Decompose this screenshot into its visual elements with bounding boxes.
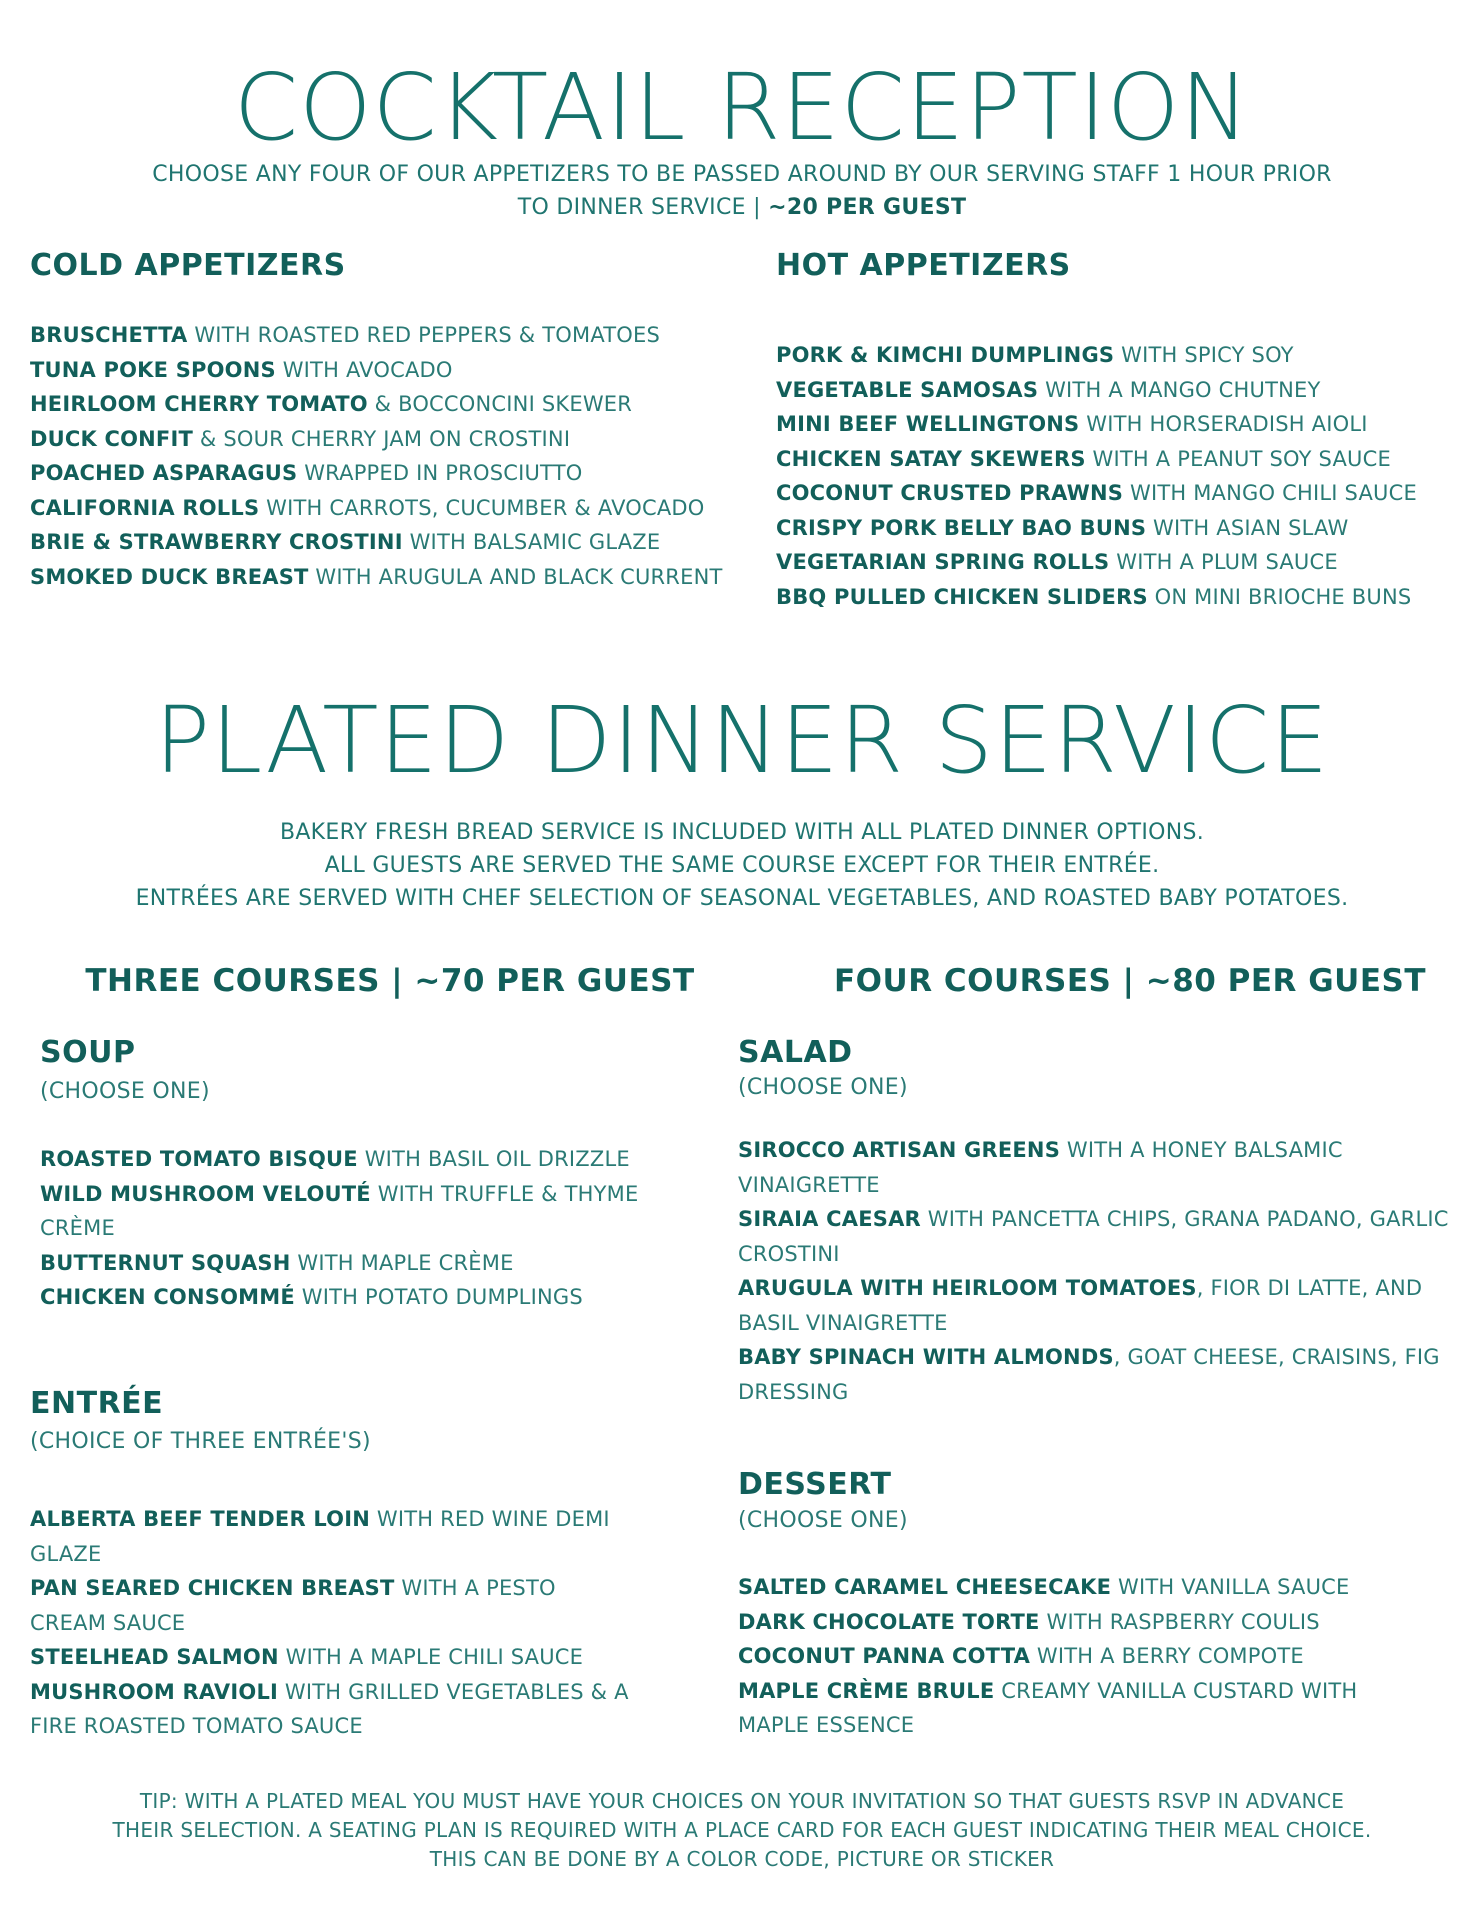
dinner-intro (0, 816, 1484, 915)
cocktail-intro (0, 158, 1484, 224)
menu-item (738, 1639, 1357, 1674)
menu-item (738, 1375, 1449, 1410)
menu-item-name: CALIFORNIA ROLLS (30, 495, 260, 520)
menu-item-name: HEIRLOOM CHERRY TOMATO (30, 392, 368, 416)
menu-item-description: WITH SPICY SOY (1114, 343, 1294, 367)
menu-item-description: WITH BALSAMIC GLAZE (402, 530, 661, 554)
tip-line: THIS CAN BE DONE BY A COLOR CODE, PICTURE OR STICKER (429, 1847, 1055, 1871)
menu-item (30, 353, 723, 388)
menu-item-name: POACHED ASPARAGUS (30, 461, 298, 485)
menu-item (30, 560, 723, 595)
menu-item-description: WITH A MANGO CHUTNEY (1038, 377, 1321, 402)
menu-item-description: WITH RASPBERRY COULIS (1039, 1609, 1320, 1634)
tip-line: THEIR SELECTION. A SEATING PLAN IS REQUIRED WITH A PLACE CARD FOR EACH GUEST INDICATING THEIR MEAL CHOICE. (112, 1818, 1372, 1842)
menu-item-name: BRUSCHETTA (30, 323, 188, 347)
menu-item-description: , FIOR DI LATTE, AND (1196, 1276, 1423, 1300)
dessert-heading: DESSERT (738, 1467, 892, 1502)
menu-item (40, 1177, 638, 1212)
tip-note (0, 1787, 1484, 1874)
menu-item (30, 387, 723, 422)
salad-heading: SALAD (738, 1035, 853, 1070)
menu-item (40, 1246, 638, 1281)
menu-item-description: WITH GRILLED VEGETABLES & A (278, 1679, 629, 1704)
menu-item-description: VINAIGRETTE (738, 1172, 880, 1197)
dessert-list (738, 1570, 1357, 1743)
menu-item-name: SIRAIA CAESAR (738, 1207, 921, 1231)
menu-item-description: WITH AVOCADO (275, 357, 453, 382)
menu-item-description: WITH A PESTO (394, 1576, 556, 1600)
menu-item-description: WITH MAPLE CRÈME (290, 1250, 514, 1275)
menu-item-description: WITH CARROTS, CUCUMBER & AVOCADO (259, 495, 705, 520)
menu-item (738, 1168, 1449, 1203)
menu-item-name: BABY SPINACH WITH ALMONDS (738, 1345, 1114, 1369)
hot-appetizers-list (776, 338, 1417, 614)
menu-item (738, 1271, 1449, 1306)
menu-item-description: WITH HORSERADISH AIOLI (1079, 412, 1368, 436)
menu-item (738, 1340, 1449, 1375)
menu-item (738, 1605, 1357, 1640)
menu-item-description: WITH A PEANUT SOY SAUCE (1085, 446, 1391, 471)
soup-heading: SOUP (40, 1035, 136, 1070)
menu-item (776, 442, 1417, 477)
menu-item (30, 1675, 629, 1710)
menu-item-name: DUCK CONFIT (30, 426, 194, 451)
menu-item (30, 1537, 629, 1572)
menu-item (40, 1142, 638, 1177)
menu-item-description: & BOCCONCINI SKEWER (367, 392, 633, 416)
menu-item-name: COCONUT PANNA COTTA (738, 1644, 1031, 1668)
menu-item-description: WITH POTATO DUMPLINGS (294, 1285, 583, 1309)
menu-item-description: & SOUR CHERRY JAM ON CROSTINI (193, 426, 571, 451)
cocktail-title: COCKTAIL RECEPTION (233, 54, 1251, 161)
menu-item-description: , GOAT CHEESE, CRAISINS, FIG (1113, 1345, 1440, 1369)
menu-item-description: WITH PANCETTA CHIPS, GRANA PADANO, GARLIC (920, 1207, 1449, 1231)
menu-item (30, 1606, 629, 1641)
dinner-intro-line: ALL GUESTS ARE SERVED THE SAME COURSE EXCEPT FOR THEIR ENTRÉE. (324, 853, 1160, 878)
menu-item-description: WITH RED WINE DEMI (370, 1507, 610, 1531)
cocktail-intro-line2 (0, 191, 1484, 224)
menu-item (40, 1280, 638, 1315)
menu-item (30, 491, 723, 526)
soup-note: (CHOOSE ONE) (40, 1079, 210, 1104)
menu-item (738, 1708, 1357, 1743)
cocktail-intro-text: TO DINNER SERVICE | (517, 195, 769, 220)
menu-item-name: CRISPY PORK BELLY BAO BUNS (776, 515, 1147, 540)
menu-item-description: GLAZE (30, 1541, 102, 1566)
menu-item (776, 338, 1417, 373)
menu-item-name: TUNA POKE SPOONS (30, 357, 276, 382)
menu-item (40, 1211, 638, 1246)
menu-item-name: PORK & KIMCHI DUMPLINGS (776, 343, 1115, 367)
menu-item (30, 1502, 629, 1537)
menu-item (30, 318, 723, 353)
soup-list (40, 1142, 638, 1315)
menu-item-description: ON MINI BRIOCHE BUNS (1147, 584, 1412, 609)
menu-item-name: WILD MUSHROOM VELOUTÉ (40, 1181, 371, 1206)
menu-item-description: WITH BASIL OIL DRIZZLE (357, 1147, 630, 1171)
menu-item-description: DRESSING (738, 1379, 849, 1404)
menu-item (776, 373, 1417, 408)
menu-item-name: CHICKEN SATAY SKEWERS (776, 446, 1086, 471)
menu-item (30, 1709, 629, 1744)
menu-item (776, 476, 1417, 511)
menu-item (738, 1674, 1357, 1709)
dinner-intro-line: BAKERY FRESH BREAD SERVICE IS INCLUDED WITH ALL PLATED DINNER OPTIONS. (279, 820, 1205, 845)
menu-item-description: CREAM SAUCE (30, 1610, 186, 1635)
menu-item-description: WITH ARUGULA AND BLACK CURRENT (308, 564, 723, 589)
menu-item-description: CREAMY VANILLA CUSTARD WITH (994, 1678, 1358, 1703)
menu-item-description: WITH TRUFFLE & THYME (370, 1181, 639, 1206)
hot-appetizers-heading: HOT APPETIZERS (776, 248, 1071, 283)
salad-note: (CHOOSE ONE) (738, 1075, 908, 1100)
menu-item-name: SALTED CARAMEL CHEESECAKE (738, 1575, 1112, 1599)
menu-item (30, 525, 723, 560)
menu-item-description: WITH MANGO CHILI SAUCE (1123, 481, 1417, 505)
cocktail-price: ~20 PER GUEST (768, 195, 967, 220)
entree-list (30, 1502, 629, 1744)
menu-item-name: CHICKEN CONSOMMÉ (40, 1285, 295, 1309)
cocktail-intro-line1: CHOOSE ANY FOUR OF OUR APPETIZERS TO BE PASSED AROUND BY OUR SERVING STAFF 1 HOUR PRIOR (152, 162, 1332, 187)
dinner-title: PLATED DINNER SERVICE (154, 687, 1330, 794)
dessert-note: (CHOOSE ONE) (738, 1508, 908, 1533)
menu-item-description: WITH ROASTED RED PEPPERS & TOMATOES (187, 323, 661, 347)
menu-item (738, 1237, 1449, 1272)
menu-item-name: VEGETABLE SAMOSAS (776, 377, 1039, 402)
menu-item-description: FIRE ROASTED TOMATO SAUCE (30, 1714, 363, 1738)
salad-list (738, 1133, 1449, 1409)
menu-item-name: ALBERTA BEEF TENDER LOIN (30, 1507, 371, 1531)
cold-appetizers-heading: COLD APPETIZERS (30, 248, 346, 283)
menu-item-name: PAN SEARED CHICKEN BREAST (30, 1576, 395, 1600)
menu-item-name: MUSHROOM RAVIOLI (30, 1679, 279, 1704)
menu-item-name: SIROCCO ARTISAN GREENS (738, 1138, 1061, 1162)
menu-item-description: WRAPPED IN PROSCIUTTO (297, 461, 583, 485)
menu-item (738, 1133, 1449, 1168)
menu-item-name: BRIE & STRAWBERRY CROSTINI (30, 530, 403, 554)
menu-item-name: ARUGULA WITH HEIRLOOM TOMATOES (738, 1276, 1197, 1300)
dinner-intro-line: ENTRÉES ARE SERVED WITH CHEF SELECTION OF SEASONAL VEGETABLES, AND ROASTED BABY POTATOES. (135, 886, 1349, 911)
menu-item-name: BUTTERNUT SQUASH (40, 1250, 291, 1275)
menu-item-name: SMOKED DUCK BREAST (30, 564, 309, 589)
menu-item-name: MAPLE CRÈME BRULE (738, 1678, 995, 1703)
menu-item (776, 407, 1417, 442)
menu-item (776, 580, 1417, 615)
menu-item-description: MAPLE ESSENCE (738, 1713, 915, 1737)
menu-item (738, 1570, 1357, 1605)
entree-heading: ENTRÉE (30, 1386, 164, 1421)
menu-item-description: WITH A HONEY BALSAMIC (1060, 1138, 1343, 1162)
menu-item (776, 511, 1417, 546)
four-courses-heading: FOUR COURSES | ~80 PER GUEST (834, 963, 1426, 999)
menu-item-description: CRÈME (40, 1216, 115, 1240)
menu-item (738, 1202, 1449, 1237)
menu-item (30, 456, 723, 491)
menu-item-name: STEELHEAD SALMON (30, 1645, 279, 1669)
tip-line: TIP: WITH A PLATED MEAL YOU MUST HAVE YOUR CHOICES ON YOUR INVITATION SO THAT GUESTS RSVP IN ADVANCE (139, 1789, 1345, 1813)
three-courses-heading: THREE COURSES | ~70 PER GUEST (85, 963, 695, 999)
menu-item-description: WITH A PLUM SAUCE (1109, 550, 1338, 574)
menu-item (30, 1571, 629, 1606)
entree-note: (CHOICE OF THREE ENTRÉE'S) (30, 1429, 371, 1454)
menu-item (738, 1306, 1449, 1341)
menu-item-name: ROASTED TOMATO BISQUE (40, 1147, 358, 1171)
menu-item-name: COCONUT CRUSTED PRAWNS (776, 481, 1124, 505)
menu-item-description: CROSTINI (738, 1241, 840, 1266)
menu-item-description: WITH VANILLA SAUCE (1111, 1575, 1350, 1599)
menu-item (30, 1640, 629, 1675)
menu-item (30, 422, 723, 457)
menu-item-description: WITH A MAPLE CHILI SAUCE (278, 1645, 584, 1669)
menu-item-description: WITH A BERRY COMPOTE (1030, 1644, 1304, 1668)
menu-item-description: WITH ASIAN SLAW (1146, 515, 1349, 540)
menu-item-name: VEGETARIAN SPRING ROLLS (776, 550, 1110, 574)
menu-item (776, 545, 1417, 580)
cold-appetizers-list (30, 318, 723, 594)
menu-item-name: MINI BEEF WELLINGTONS (776, 412, 1080, 436)
menu-item-description: BASIL VINAIGRETTE (738, 1310, 948, 1335)
menu-item-name: DARK CHOCOLATE TORTE (738, 1609, 1040, 1634)
menu-item-name: BBQ PULLED CHICKEN SLIDERS (776, 584, 1148, 609)
